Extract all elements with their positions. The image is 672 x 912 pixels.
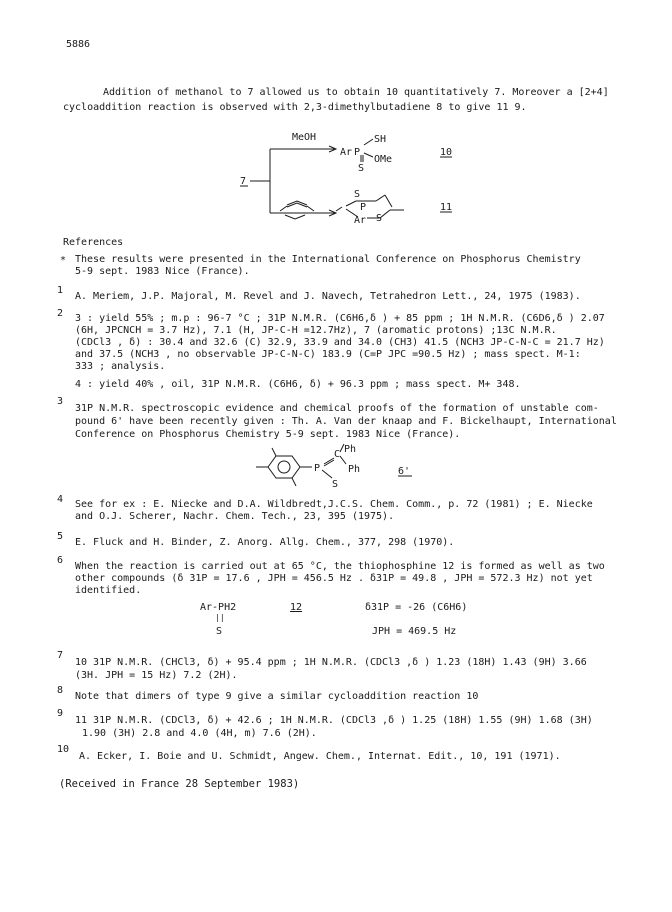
- svg-text:OMe: OMe: [374, 154, 393, 165]
- structure-6-prime: [250, 440, 450, 496]
- svg-text:S: S: [358, 163, 365, 174]
- ref-3-line-3: Conference on Phosphorus Chemistry 5-9 sept. 1983 Nice (France).: [75, 429, 461, 440]
- svg-text:Ph: Ph: [348, 464, 361, 475]
- page-number: 5886: [66, 39, 91, 50]
- ref-5-line-1: E. Fluck and H. Binder, Z. Anorg. Allg. Chem., 377, 298 (1970).: [75, 537, 455, 548]
- ref-3-line-1: 31P N.M.R. spectroscopic evidence and chemical proofs of the formation of unstable com-: [75, 403, 599, 414]
- ref-6-formula: Ar-PH2: [200, 602, 237, 613]
- svg-text:P: P: [354, 147, 361, 158]
- svg-text:Ph: Ph: [344, 444, 357, 455]
- references-heading: References: [63, 237, 124, 248]
- footnote-marker: *: [60, 255, 67, 266]
- ref-10-line-1: A. Ecker, I. Boie and U. Schmidt, Angew. Chem., Internat. Edit., 10, 191 (1971).: [79, 751, 561, 762]
- reagent-label: MeOH: [292, 132, 317, 143]
- ref-6-line-1: When the reaction is carried out at 65 °C, the thiophosphine 12 is formed as well as two: [75, 561, 605, 572]
- ref-4-line-2: and O.J. Scherer, Nachr. Chem. Tech., 23, 395 (1975).: [75, 511, 395, 522]
- ref-1-line-1: A. Meriem, J.P. Majoral, M. Revel and J. Navech, Tetrahedron Lett., 24, 1975 (1983).: [75, 291, 581, 302]
- ref-2-line-5: 333 ; analysis.: [75, 361, 166, 372]
- ref-5-number: 5: [57, 531, 64, 542]
- ref-7-line-2: (3H. JPH = 15 Hz) 7.2 (2H).: [75, 670, 238, 681]
- ref-4-number: 4: [57, 494, 64, 505]
- ref-9-line-2: 1.90 (3H) 2.8 and 4.0 (4H, m) 7.6 (2H).: [82, 728, 317, 739]
- ref-2-number: 2: [57, 308, 64, 319]
- svg-text:P: P: [314, 463, 321, 474]
- ref-8-line-1: Note that dimers of type 9 give a similar cycloaddition reaction 10: [75, 691, 479, 702]
- ref-2-line-4: and 37.5 (NCH3 , no observable JP-C-N-C) 183.9 (C=P JPC =90.5 Hz) ; mass spect. M-1:: [75, 349, 581, 360]
- received-date: (Received in France 28 September 1983): [59, 778, 300, 790]
- intro-line-1: Addition of methanol to 7 allowed us to obtain 10 quantitatively 7. Moreover a [2+4]: [103, 87, 609, 98]
- ref-6-formula-sulfur: S: [216, 626, 223, 637]
- compound-6-prime-label: 6': [398, 466, 411, 477]
- ref-6-number: 6: [57, 555, 64, 566]
- svg-text:Ar: Ar: [340, 147, 353, 158]
- ref-1-number: 1: [57, 285, 64, 296]
- svg-text:S: S: [376, 213, 383, 224]
- ref-2-line-2: (6H, JPCNCH = 3.7 Hz), 7.1 (H, JP-C-H =12.7Hz), 7 (aromatic protons) ;13C N.M.R.: [75, 325, 557, 336]
- ref-6-line-2: other compounds (δ 31P = 17.6 , JPH = 456.5 Hz . δ31P = 49.8 , JPH = 572.3 Hz) not yet: [75, 573, 593, 584]
- ref-9-line-1: 11 31P N.M.R. (CDCl3, δ) + 42.6 ; 1H N.M.R. (CDCl3 ,δ ) 1.25 (18H) 1.55 (9H) 1.68 (3H): [75, 715, 593, 726]
- ref-6-line-3: identified.: [75, 585, 142, 596]
- ref-2-line-1: 3 : yield 55% ; m.p : 96-7 °C ; 31P N.M.R. (C6H6,δ ) + 85 ppm ; 1H N.M.R. (C6D6,δ ) 2.07: [75, 313, 605, 324]
- ref-6-shift: δ31P = -26 (C6H6): [365, 602, 468, 613]
- ref-2-line-3: (CDCl3 , δ) : 30.4 and 32.6 (C) 32.9, 33.9 and 34.0 (CH3) 41.5 (NCH3 JP-C-N-C = 21.7 Hz): [75, 337, 605, 348]
- ref-10-number: 10: [57, 744, 70, 755]
- ref-3-number: 3: [57, 396, 64, 407]
- intro-line-2: cycloaddition reaction is observed with 2,3-dimethylbutadiene 8 to give 11 9.: [63, 102, 527, 113]
- ref-9-number: 9: [57, 708, 64, 719]
- ref-4-line-1: See for ex : E. Niecke and D.A. Wildbredt,J.C.S. Chem. Comm., p. 72 (1981) ; E. Niecke: [75, 499, 593, 510]
- ref-6-double-bond: ||: [215, 613, 225, 622]
- compound-11-label: 11: [440, 202, 453, 213]
- footnote-line-1: These results were presented in the International Conference on Phosphorus Chemistry: [75, 254, 581, 265]
- svg-text:S: S: [354, 189, 361, 200]
- svg-text:SH: SH: [374, 134, 387, 145]
- ref-7-number: 7: [57, 650, 64, 661]
- ref-6-coupling: JPH = 469.5 Hz: [372, 626, 457, 637]
- ref-3-line-2: pound 6' have been recently given : Th. A. Van der knaap and F. Bickelhaupt, International: [75, 416, 617, 427]
- ref-8-number: 8: [57, 685, 64, 696]
- svg-text:Ar: Ar: [354, 215, 367, 226]
- svg-text:C: C: [334, 449, 341, 460]
- svg-text:P: P: [360, 202, 367, 213]
- ref-2-line-6: 4 : yield 40% , oil, 31P N.M.R. (C6H6, δ) + 96.3 ppm ; mass spect. M+ 348.: [75, 379, 521, 390]
- compound-10-label: 10: [440, 147, 453, 158]
- compound-7-label: 7: [240, 176, 247, 187]
- reaction-scheme: [230, 125, 470, 230]
- ref-6-compound: 12: [290, 602, 303, 613]
- footnote-line-2: 5-9 sept. 1983 Nice (France).: [75, 266, 250, 277]
- ref-7-line-1: 10 31P N.M.R. (CHCl3, δ) + 95.4 ppm ; 1H N.M.R. (CDCl3 ,δ ) 1.23 (18H) 1.43 (9H) 3.66: [75, 657, 587, 668]
- svg-text:S: S: [332, 479, 339, 490]
